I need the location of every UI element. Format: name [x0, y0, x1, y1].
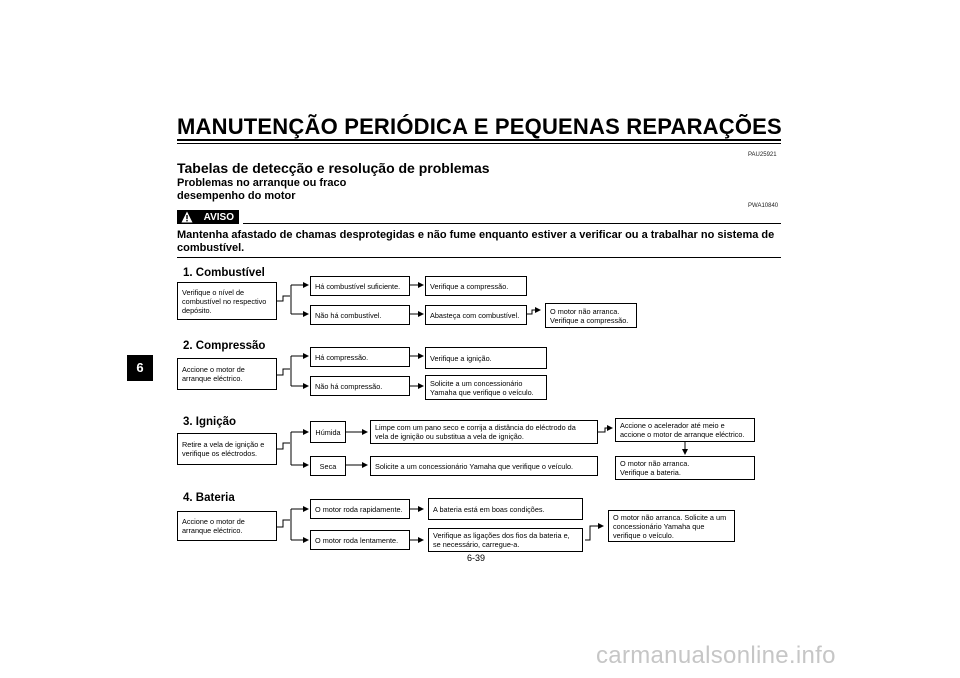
- warning-badge-label: AVISO: [203, 211, 234, 223]
- battery-final-box: O motor não arranca. Solicite a um concessionário Yamaha que verifique o veículo.: [608, 510, 735, 542]
- section-subtitle-line1: Problemas no arranque ou fraco: [177, 177, 347, 189]
- ignition-start-connector: [277, 443, 290, 449]
- battery-fast-box: O motor roda rapidamente.: [310, 499, 410, 519]
- compression-section-title: 2. Compressão: [183, 340, 266, 352]
- section-subtitle-line2: desempenho do motor: [177, 190, 296, 202]
- page-number: 6-39: [467, 553, 486, 563]
- ignition-next-arrow: [598, 428, 612, 432]
- compression-no-result-box: Solicite a um concessionário Yamaha que verifique o veículo.: [425, 375, 547, 400]
- ignition-wet-box: Húmida: [310, 421, 346, 443]
- ignition-next-box: Accione o acelerador até meio e accione o motor de arranque eléctrico.: [615, 418, 755, 442]
- ignition-dry-box: Seca: [310, 456, 346, 476]
- warning-text: Mantenha afastado de chamas desprotegidas e não fume enquanto estiver a verificar ou a trabalhar no sistema de combustível.: [177, 229, 775, 254]
- ignition-final-box: O motor não arranca. Verifique a bateria.: [615, 456, 755, 480]
- battery-slow-result-box: Verifique as ligações dos fios da bateria e, se necessário, carregue-a.: [428, 528, 583, 552]
- fuel-final-arrow: [527, 310, 540, 314]
- ignition-section-title: 3. Ignição: [183, 416, 237, 428]
- battery-final-arrow: [585, 526, 603, 540]
- ignition-start-box: Retire a vela de ignição e verifique os eléctrodos.: [177, 433, 277, 465]
- fuel-no-result-box: Abasteça com combustível.: [425, 305, 527, 325]
- fuel-final-box: O motor não arranca. Verifique a compressão.: [545, 303, 637, 328]
- section-title: Tabelas de detecção e resolução de problemas: [177, 160, 490, 176]
- ignition-wet-result-box: Limpe com um pano seco e corrija a distância do eléctrodo da vela de ignição ou substitua a vela de ignição.: [370, 420, 598, 444]
- fuel-start-box: Verifique o nível de combustível no respectivo depósito.: [177, 282, 277, 320]
- battery-start-connector: [277, 520, 290, 527]
- compression-no-box: Não há compressão.: [310, 376, 410, 396]
- chapter-tab: 6: [127, 355, 153, 381]
- ignition-dry-result-box: Solicite a um concessionário Yamaha que verifique o veículo.: [370, 456, 598, 476]
- battery-start-box: Accione o motor de arranque eléctrico.: [177, 511, 277, 541]
- compression-yes-result-box: Verifique a ignição.: [425, 347, 547, 369]
- fuel-section-title: 1. Combustível: [183, 267, 265, 279]
- compression-yes-box: Há compressão.: [310, 347, 410, 367]
- fuel-yes-box: Há combustível suficiente.: [310, 276, 410, 296]
- battery-slow-box: O motor roda lentamente.: [310, 530, 410, 550]
- battery-section-title: 4. Bateria: [183, 492, 235, 504]
- page-title: MANUTENÇÃO PERIÓDICA E PEQUENAS REPARAÇÕES: [177, 114, 782, 139]
- fuel-yes-result-box: Verifique a compressão.: [425, 276, 527, 296]
- fuel-start-connector: [277, 296, 290, 301]
- warning-code: PWA10840: [748, 203, 779, 209]
- section-code: PAU25921: [748, 152, 777, 158]
- fuel-no-box: Não há combustível.: [310, 305, 410, 325]
- battery-fast-result-box: A bateria está em boas condições.: [428, 498, 583, 520]
- compression-start-connector: [277, 369, 290, 375]
- compression-start-box: Accione o motor de arranque eléctrico.: [177, 358, 277, 390]
- watermark-text: carmanualsonline.info: [596, 642, 836, 669]
